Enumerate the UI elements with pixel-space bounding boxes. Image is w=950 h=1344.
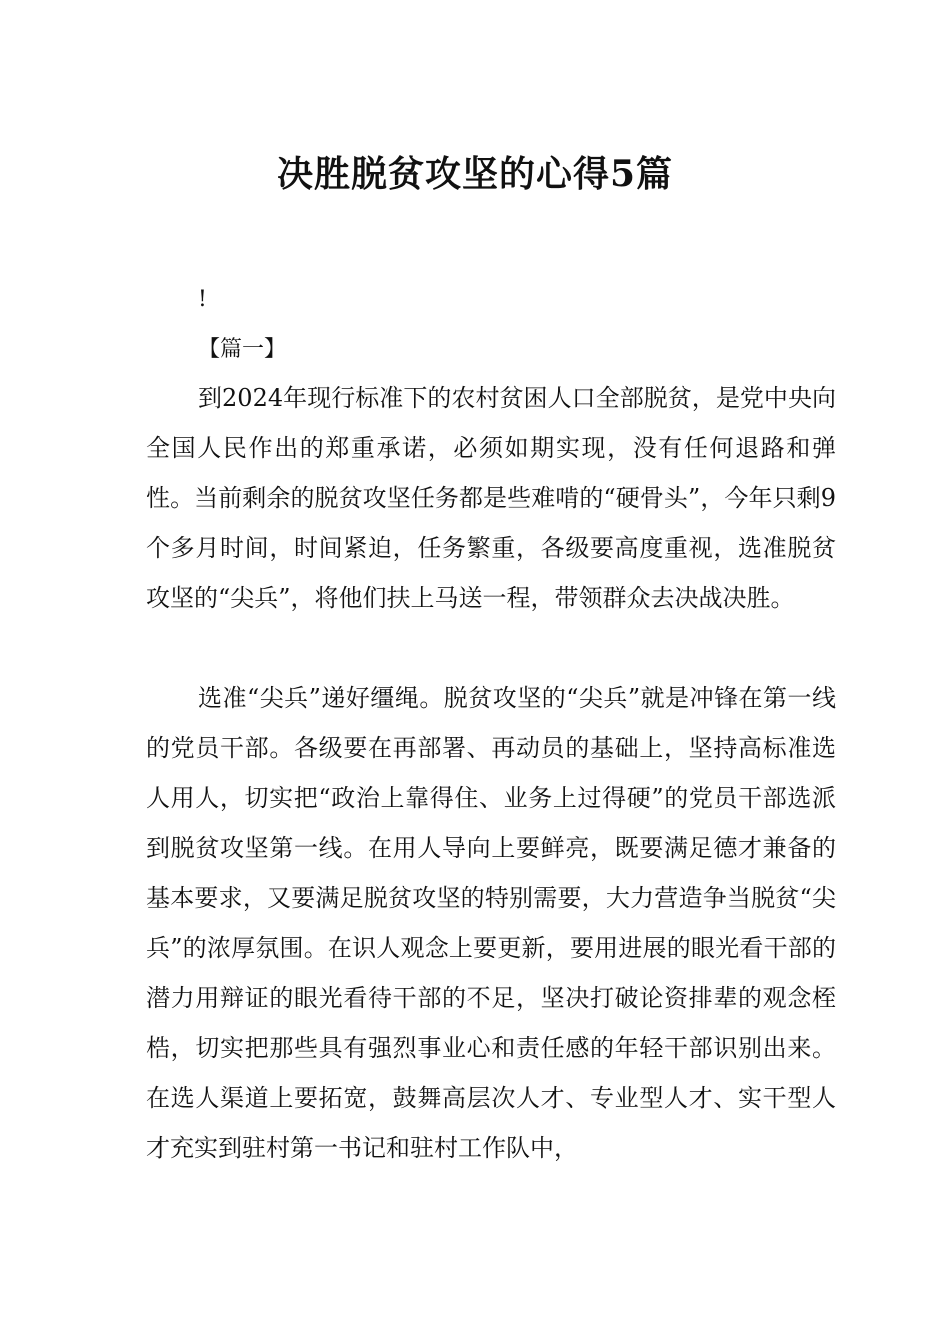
section-label: 【篇一】	[198, 337, 287, 362]
exclamation-mark: !	[198, 287, 207, 312]
body-paragraph: 到2024年现行标准下的农村贫困人口全部脱贫，是党中央向全国人民作出的郑重承诺，必须如期实现，没有任何退路和弹性。当前剩余的脱贫攻坚任务都是些难啃的“硬骨头”，今年只剩9个多月时间，时间紧迫，任务繁重，各级要高度重视，选准脱贫攻坚的“尖兵”，将他们扶上马送一程，带领群众去决战决胜。	[146, 384, 836, 612]
body-paragraph: 选准“尖兵”递好缰绳。脱贫攻坚的“尖兵”就是冲锋在第一线的党员干部。各级要在再部署、再动员的基础上，坚持高标准选人用人，切实把“政治上靠得住、业务上过得硬”的党员干部选派到脱贫攻坚第一线。在用人导向上要鲜亮，既要满足德才兼备的基本要求，又要满足脱贫攻坚的特别需要，大力营造争当脱贫“尖兵”的浓厚氛围。在识人观念上要更新，要用进展的眼光看干部的潜力用辩证的眼光看待干部的不足，坚决打破论资排辈的观念桎梏，切实把那些具有强烈事业心和责任感的年轻干部识别出来。在选人渠道上要拓宽，鼓舞高层次人才、专业型人才、实干型人才充实到驻村第一书记和驻村工作队中，	[146, 684, 836, 1162]
document-title: 决胜脱贫攻坚的心得5篇	[276, 153, 674, 196]
